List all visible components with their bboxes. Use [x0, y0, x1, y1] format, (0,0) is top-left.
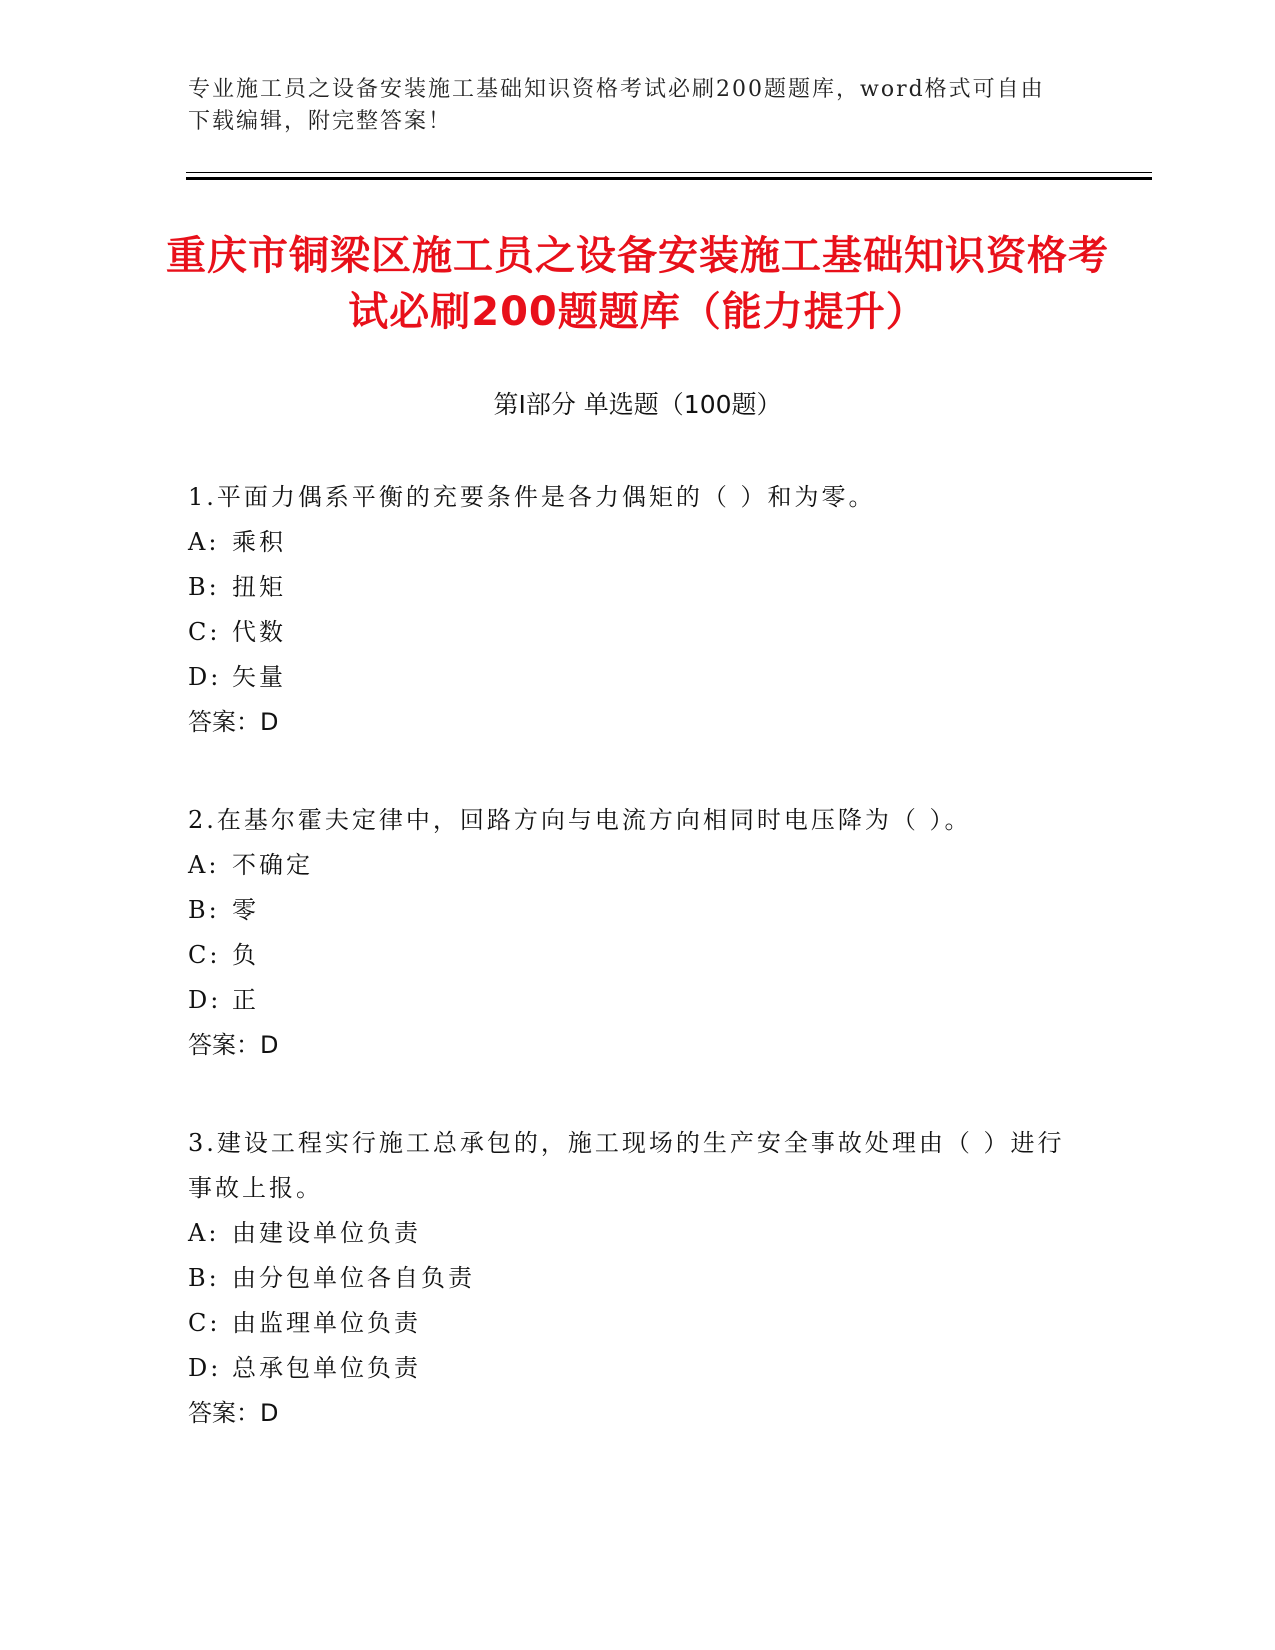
option-text: 由分包单位各自负责 — [232, 1264, 475, 1292]
answer-line: 答案：D — [188, 708, 279, 736]
option-b — [188, 1256, 1068, 1301]
header-note: 专业施工员之设备安装施工基础知识资格考试必刷200题题库，word格式可自由下载编辑，附完整答案！ — [188, 77, 1045, 134]
option-c — [188, 1301, 1068, 1346]
question-list — [188, 475, 1068, 1489]
option-b — [188, 888, 1068, 933]
question-2 — [188, 798, 1068, 1068]
option-text: 由监理单位负责 — [232, 1309, 421, 1337]
option-text: 零 — [232, 896, 259, 924]
header-divider-thin — [186, 172, 1152, 173]
question-stem: 1.平面力偶系平衡的充要条件是各力偶矩的（ ）和为零。 — [188, 483, 876, 511]
document-title: 重庆市铜梁区施工员之设备安装施工基础知识资格考试必刷200题题库（能力提升） — [166, 233, 1109, 335]
option-letter: C: — [188, 941, 221, 969]
option-letter: D: — [188, 1354, 222, 1382]
option-text: 代数 — [232, 618, 286, 646]
option-letter: A: — [188, 1219, 220, 1247]
option-c — [188, 933, 1068, 978]
option-text: 总承包单位负责 — [232, 1354, 421, 1382]
option-letter: B: — [188, 1264, 220, 1292]
answer-line: 答案：D — [188, 1399, 279, 1427]
option-text: 由建设单位负责 — [232, 1219, 421, 1247]
section-title: 第Ⅰ部分 单选题（100题） — [493, 390, 782, 419]
option-a — [188, 520, 1068, 565]
option-text: 乘积 — [232, 528, 286, 556]
option-letter: D: — [188, 663, 222, 691]
question-1 — [188, 475, 1068, 745]
option-text: 矢量 — [232, 663, 286, 691]
answer-line: 答案：D — [188, 1031, 279, 1059]
option-b — [188, 565, 1068, 610]
option-d — [188, 655, 1068, 700]
option-letter: A: — [188, 528, 220, 556]
option-text: 扭矩 — [232, 573, 286, 601]
option-letter: C: — [188, 1309, 221, 1337]
option-d — [188, 978, 1068, 1023]
question-stem: 3.建设工程实行施工总承包的，施工现场的生产安全事故处理由（ ）进行事故上报。 — [188, 1129, 1065, 1202]
option-text: 负 — [232, 941, 259, 969]
option-text: 不确定 — [232, 851, 313, 879]
option-a — [188, 1211, 1068, 1256]
option-letter: B: — [188, 573, 220, 601]
header-divider-thick — [186, 177, 1152, 180]
option-letter: C: — [188, 618, 221, 646]
option-text: 正 — [232, 986, 259, 1014]
option-d — [188, 1346, 1068, 1391]
option-letter: B: — [188, 896, 220, 924]
option-c — [188, 610, 1068, 655]
option-letter: A: — [188, 851, 220, 879]
option-a — [188, 843, 1068, 888]
question-3 — [188, 1121, 1068, 1436]
question-stem: 2.在基尔霍夫定律中，回路方向与电流方向相同时电压降为（ ）。 — [188, 806, 972, 834]
option-letter: D: — [188, 986, 222, 1014]
